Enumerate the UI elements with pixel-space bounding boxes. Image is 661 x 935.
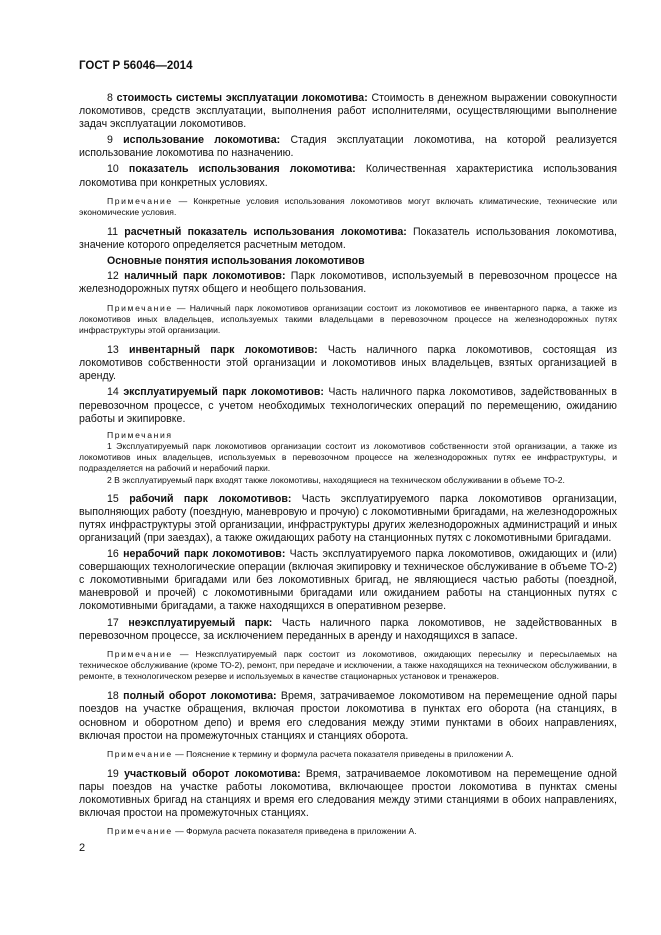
term-10: 10 показатель использования локомотива: Количественная характеристика использования локомотива при конкретных условиях. bbox=[79, 163, 617, 189]
note-14-2: 2 В эксплуатируемый парк входят также локомотивы, находящиеся на техническом обслуживании в объеме ТО-2. bbox=[107, 474, 565, 485]
term-17: 17 неэксплуатируемый парк: Часть наличного парка локомотивов, не задействованных в перевозочном процессе, за исключением переданных в аренду и находящихся в запасе. bbox=[79, 616, 617, 642]
document-body bbox=[79, 92, 617, 846]
note-19: Примечание — Формула расчета показателя приведена в приложении А. bbox=[107, 826, 417, 837]
term-19: 19 участковый оборот локомотива: Время, затрачиваемое локомотивом на перемещение одной пары поездов на участке работы локомотива, включающее простои локомотива в пунктах смены локомотивных бригад на станциях и время его следования между этими станциями в обоих направлениях, включая простои на промежуточных станциях. bbox=[79, 767, 617, 820]
notes-14-label: Примечания bbox=[107, 429, 173, 440]
section-heading: Основные понятия использования локомотивов bbox=[107, 255, 365, 268]
term-13: 13 инвентарный парк локомотивов: Часть наличного парка локомотивов, состоящая из локомотивов собственности этой организации и локомотивов иных владельцев, взятых организацией в аренду. bbox=[79, 344, 617, 383]
note-17: Примечание — Неэксплуатируемый парк состоит из локомотивов, ожидающих пересылку и пересылаемых на техническое обслуживание (кроме ТО-2), ремонт, при передаче и исключении, а также находящихся на техническом обслуживании, в ремонте, в технологическом резерве и используемых в качестве стационарных установок и тренажеров. bbox=[79, 648, 617, 682]
term-16: 16 нерабочий парк локомотивов: Часть эксплуатируемого парка локомотивов, ожидающих и (или) совершающих технологические операции (включая экипировку и техническое обслуживание в объеме ТО-2) с локомотивными бригадами или без локомотивных бригад, не являющиеся частью работы (поездной, маневровой и прочей) с локомотивными бригадами или ожиданием работы на станционных путях с локомотивными бригадами, а также находящихся в оперативном резерве. bbox=[79, 548, 618, 613]
note-14-1: 1 Эксплуатируемый парк локомотивов организации состоит из локомотивов собственности этой организации, а также из локомотивов иных владельцев, используемых в перевозочном процессе на железнодорожных путях ее инфраструктуры, и подразделяется на рабочий и нерабочий парки. bbox=[79, 440, 617, 474]
document-header: ГОСТ Р 56046—2014 bbox=[79, 60, 193, 72]
term-18: 18 полный оборот локомотива: Время, затрачиваемое локомотивом на перемещение одной пары поездов на участке обращения, включая простои локомотива в пунктах его оборота (на станциях, в основном и оборотном депо) и время его следования между этими пунктами в обоих направлениях, включая простои на промежуточных станциях и станциях оборота. bbox=[79, 690, 617, 742]
note-18: Примечание — Пояснение к термину и формула расчета показателя приведены в приложении А. bbox=[107, 748, 514, 759]
term-12: 12 наличный парк локомотивов: Парк локомотивов, используемый в перевозочном процессе на железнодорожных путях общего и необщего пользования. bbox=[79, 270, 617, 296]
term-8: 8 стоимость системы эксплуатации локомотива: Стоимость в денежном выражении совокупности локомотивов, средств эксплуатации, выполнения работ исполнителями, осуществляющими выполнение задач эксплуатации локомотивов. bbox=[79, 92, 617, 131]
note-12: Примечание — Наличный парк локомотивов организации состоит из локомотивов ее инвентарного парка, а также из локомотивов иных владельцев, используемых такими владельцами в перевозочном процессе на железнодорожных путях инфраструктуры этой организации. bbox=[79, 302, 617, 335]
page-number: 2 bbox=[79, 842, 86, 854]
term-11: 11 расчетный показатель использования локомотива: Показатель использования локомотива, значение которого определяется расчетным методом. bbox=[79, 226, 617, 252]
term-9: 9 использование локомотива: Стадия эксплуатации локомотива, на которой реализуется использование локомотива по назначению. bbox=[79, 134, 617, 160]
term-15: 15 рабочий парк локомотивов: Часть эксплуатируемого парка локомотивов организации, выполняющих работу (поездную, маневровую и прочую) с локомотивными бригадами, на железнодорожных путях инфраструктуры этой организации, инфраструктуры других железнодорожных администраций и иных организаций (при заездах), а также ожидающих работу на станционных путях с локомотивными бригадами. bbox=[79, 492, 617, 544]
term-14: 14 эксплуатируемый парк локомотивов: Часть наличного парка локомотивов, задействованных в перевозочном процессе, с учетом необходимых технологических операций по перемещению, ожиданию работы и экипировке. bbox=[79, 386, 617, 425]
note-10: Примечание — Конкретные условия использования локомотивов могут включать климатические, технические или экономические условия. bbox=[79, 195, 617, 217]
notes-14 bbox=[79, 430, 617, 486]
